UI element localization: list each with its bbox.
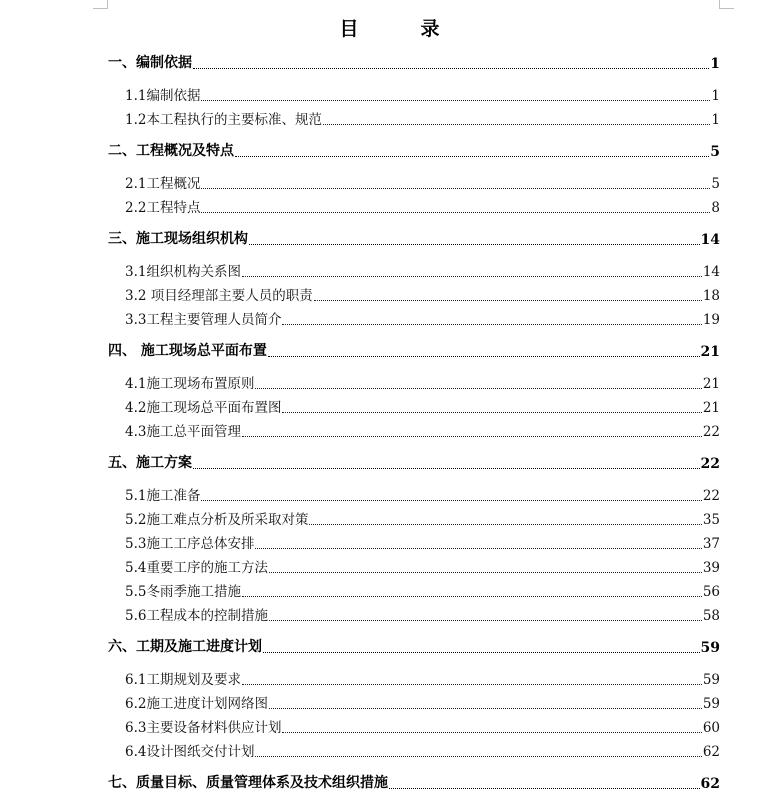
toc-entry-page-number: 8 bbox=[711, 200, 720, 216]
toc-entry-page-number: 21 bbox=[702, 376, 720, 392]
toc-entry-label: 3.2 项目经理部主要人员的职责 bbox=[125, 288, 313, 304]
toc-entry-page-number: 14 bbox=[700, 232, 720, 248]
toc-entry-page-number: 22 bbox=[702, 488, 720, 504]
toc-subsection-entry[interactable] bbox=[108, 372, 720, 392]
dot-leader bbox=[242, 684, 702, 685]
dot-leader bbox=[242, 436, 702, 437]
toc-section-entry[interactable] bbox=[108, 340, 720, 360]
toc-section-entry[interactable] bbox=[108, 636, 720, 656]
toc-entry-label: 6.3主要设备材料供应计划 bbox=[125, 720, 282, 736]
toc-subsection-entry[interactable] bbox=[108, 172, 720, 192]
dot-leader bbox=[268, 356, 700, 357]
toc-entry-label: 七、质量目标、质量管理体系及技术组织措施 bbox=[108, 775, 388, 791]
toc-subsection-entry[interactable] bbox=[108, 396, 720, 416]
toc-entry-label: 1.2本工程执行的主要标准、规范 bbox=[125, 112, 322, 128]
toc-subsection-entry[interactable] bbox=[108, 108, 720, 128]
toc-subsection-entry[interactable] bbox=[108, 84, 720, 104]
dot-leader bbox=[201, 212, 710, 213]
toc-section-entry[interactable] bbox=[108, 772, 720, 792]
toc-subsection-entry[interactable] bbox=[108, 604, 720, 624]
toc-entry-label: 2.1工程概况 bbox=[125, 176, 201, 192]
toc-entry-page-number: 5 bbox=[710, 144, 720, 160]
toc-title bbox=[0, 14, 779, 41]
dot-leader bbox=[255, 548, 701, 549]
toc-section-entry[interactable] bbox=[108, 228, 720, 248]
dot-leader bbox=[282, 732, 701, 733]
toc-entry-page-number: 59 bbox=[700, 640, 720, 656]
dot-leader bbox=[255, 388, 701, 389]
toc-entry-label: 5.5冬雨季施工措施 bbox=[125, 584, 241, 600]
dot-leader bbox=[249, 244, 700, 245]
toc-entry-page-number: 60 bbox=[702, 720, 720, 736]
toc-entry-label: 二、工程概况及特点 bbox=[108, 143, 234, 159]
dot-leader bbox=[282, 324, 701, 325]
dot-leader bbox=[389, 788, 700, 789]
toc-entry-page-number: 58 bbox=[702, 608, 720, 624]
toc-title-char-1: 目 bbox=[339, 18, 359, 40]
toc-subsection-entry[interactable] bbox=[108, 668, 720, 688]
dot-leader bbox=[263, 652, 700, 653]
toc-subsection-entry[interactable] bbox=[108, 580, 720, 600]
dot-leader bbox=[193, 468, 700, 469]
toc-entry-label: 5.6工程成本的控制措施 bbox=[125, 608, 268, 624]
toc-entry-label: 一、编制依据 bbox=[108, 55, 192, 71]
dot-leader bbox=[235, 156, 709, 157]
dot-leader bbox=[269, 708, 702, 709]
toc-section-entry[interactable] bbox=[108, 452, 720, 472]
dot-leader bbox=[269, 572, 702, 573]
toc-entry-label: 5.2施工难点分析及所采取对策 bbox=[125, 512, 309, 528]
toc-entry-label: 2.2工程特点 bbox=[125, 200, 201, 216]
toc-entry-label: 6.4设计图纸交付计划 bbox=[125, 744, 255, 760]
dot-leader bbox=[201, 100, 710, 101]
page-corner-mark-right bbox=[719, 0, 734, 9]
toc-title-char-2: 录 bbox=[420, 18, 440, 40]
toc-entry-page-number: 22 bbox=[702, 424, 720, 440]
toc-subsection-entry[interactable] bbox=[108, 716, 720, 736]
toc-entry-page-number: 62 bbox=[700, 776, 720, 792]
toc-entry-label: 4.3施工总平面管理 bbox=[125, 424, 241, 440]
toc-entry-label: 1.1编制依据 bbox=[125, 88, 201, 104]
toc-entry-page-number: 22 bbox=[700, 456, 720, 472]
toc-subsection-entry[interactable] bbox=[108, 196, 720, 216]
toc-subsection-entry[interactable] bbox=[108, 740, 720, 760]
toc-entry-label: 3.1组织机构关系图 bbox=[125, 264, 241, 280]
toc-subsection-entry[interactable] bbox=[108, 508, 720, 528]
toc-entry-page-number: 1 bbox=[710, 56, 720, 72]
toc-entry-label: 4.2施工现场总平面布置图 bbox=[125, 400, 282, 416]
toc-entry-page-number: 37 bbox=[702, 536, 720, 552]
page-corner-mark-left bbox=[93, 0, 108, 9]
toc-entry-label: 5.1施工准备 bbox=[125, 488, 201, 504]
toc-entry-label: 3.3工程主要管理人员简介 bbox=[125, 312, 282, 328]
toc-entry-page-number: 1 bbox=[711, 88, 720, 104]
toc-entry-label: 5.3施工工序总体安排 bbox=[125, 536, 255, 552]
dot-leader bbox=[201, 500, 701, 501]
toc-subsection-entry[interactable] bbox=[108, 260, 720, 280]
toc-entry-page-number: 5 bbox=[711, 176, 720, 192]
toc-entry-page-number: 39 bbox=[702, 560, 720, 576]
toc-entry-label: 四、 施工现场总平面布置 bbox=[108, 343, 267, 359]
toc-subsection-entry[interactable] bbox=[108, 284, 720, 304]
toc-entry-page-number: 18 bbox=[702, 288, 720, 304]
toc-section-entry[interactable] bbox=[108, 52, 720, 72]
toc-entry-label: 六、工期及施工进度计划 bbox=[108, 639, 262, 655]
toc-entry-page-number: 62 bbox=[702, 744, 720, 760]
toc-entry-page-number: 19 bbox=[702, 312, 720, 328]
dot-leader bbox=[269, 620, 702, 621]
toc-entry-page-number: 35 bbox=[702, 512, 720, 528]
toc-entry-label: 6.2施工进度计划网络图 bbox=[125, 696, 268, 712]
dot-leader bbox=[193, 68, 709, 69]
dot-leader bbox=[314, 300, 702, 301]
toc-entry-label: 五、施工方案 bbox=[108, 455, 192, 471]
toc-entry-page-number: 59 bbox=[702, 696, 720, 712]
toc-entry-page-number: 1 bbox=[711, 112, 720, 128]
dot-leader bbox=[309, 524, 701, 525]
toc-entry-label: 4.1施工现场布置原则 bbox=[125, 376, 255, 392]
toc-subsection-entry[interactable] bbox=[108, 308, 720, 328]
toc-entry-label: 5.4重要工序的施工方法 bbox=[125, 560, 268, 576]
toc-entry-page-number: 21 bbox=[700, 344, 720, 360]
toc-subsection-entry[interactable] bbox=[108, 556, 720, 576]
dot-leader bbox=[242, 276, 702, 277]
dot-leader bbox=[282, 412, 701, 413]
dot-leader bbox=[201, 188, 710, 189]
toc-entry-page-number: 14 bbox=[702, 264, 720, 280]
dot-leader bbox=[255, 756, 701, 757]
toc-entry-page-number: 59 bbox=[702, 672, 720, 688]
toc-subsection-entry[interactable] bbox=[108, 532, 720, 552]
toc-section-entry[interactable] bbox=[108, 140, 720, 160]
dot-leader bbox=[323, 124, 710, 125]
toc-entry-label: 三、施工现场组织机构 bbox=[108, 231, 248, 247]
toc-subsection-entry[interactable] bbox=[108, 484, 720, 504]
toc-entry-page-number: 56 bbox=[702, 584, 720, 600]
toc-entry-page-number: 21 bbox=[702, 400, 720, 416]
toc-subsection-entry[interactable] bbox=[108, 420, 720, 440]
toc-subsection-entry[interactable] bbox=[108, 692, 720, 712]
toc-entry-label: 6.1工期规划及要求 bbox=[125, 672, 241, 688]
dot-leader bbox=[242, 596, 702, 597]
